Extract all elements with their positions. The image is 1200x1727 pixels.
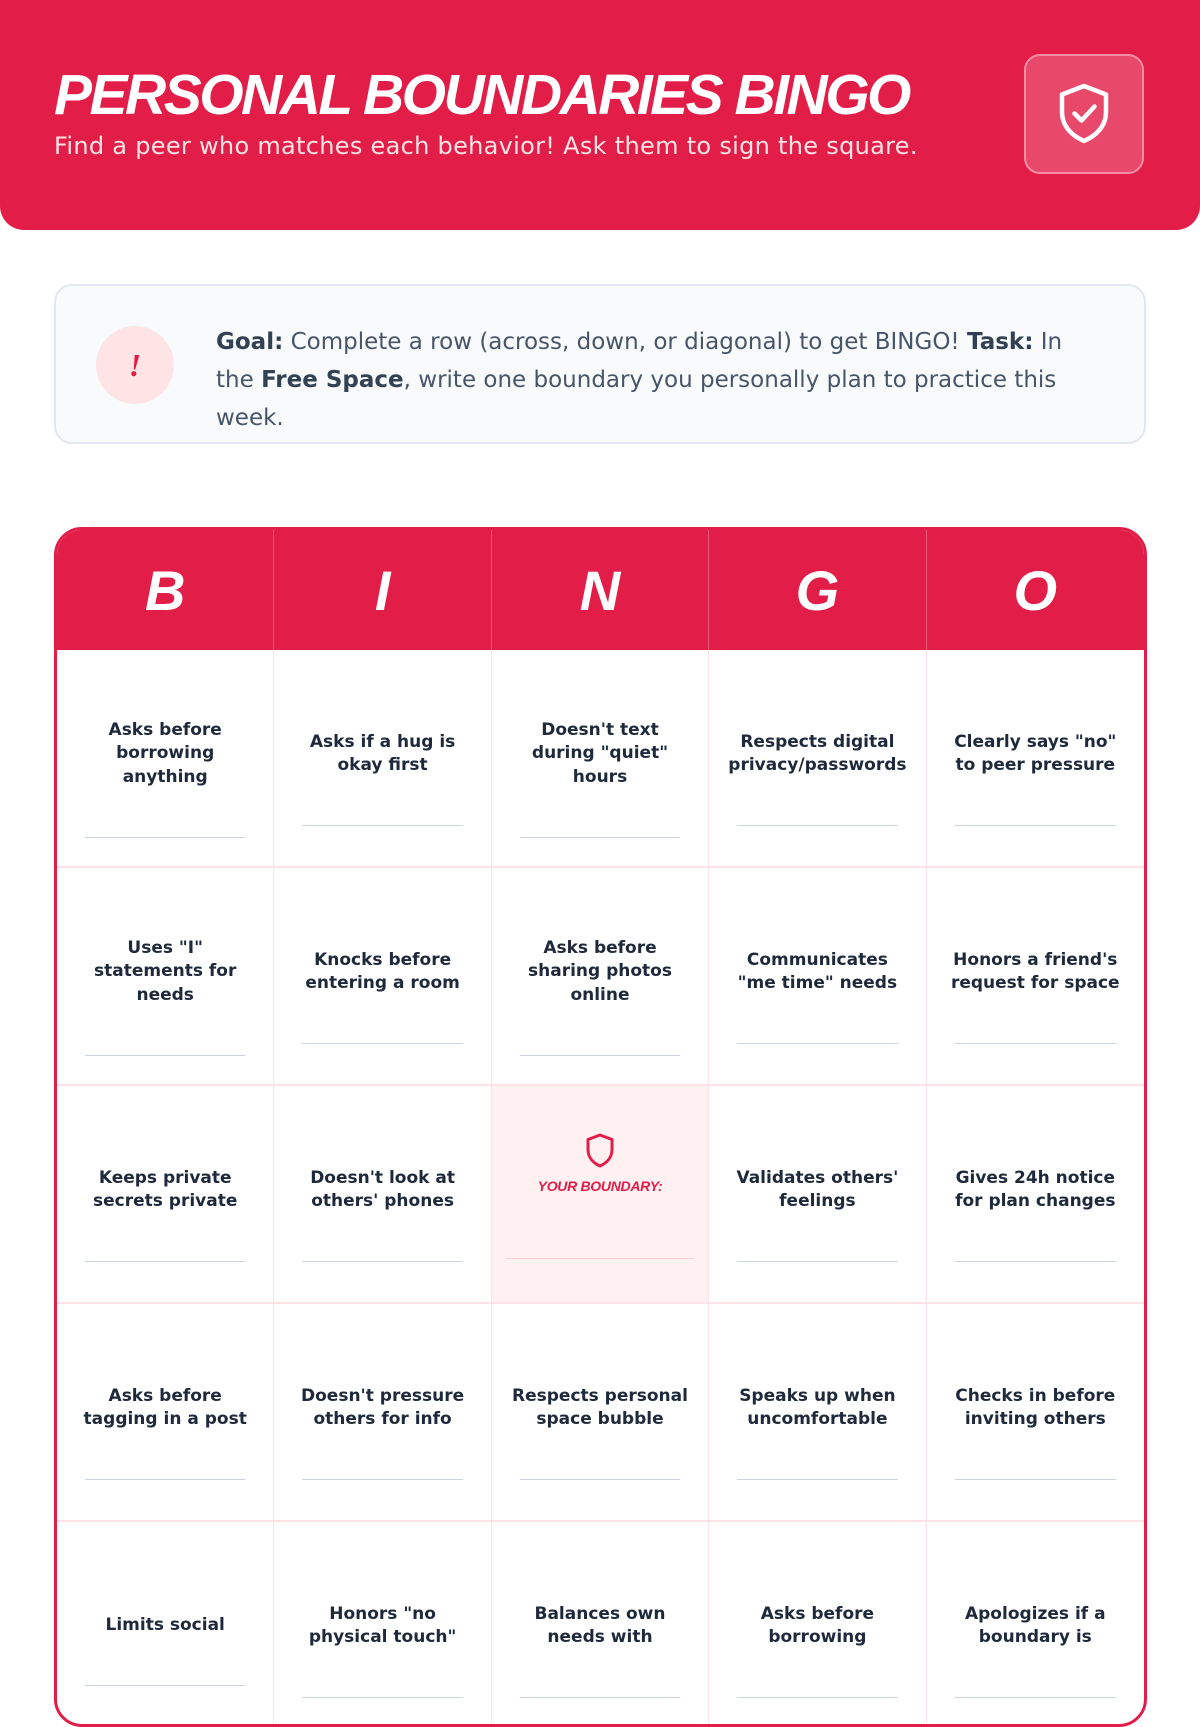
- bingo-square[interactable]: [927, 1522, 1144, 1727]
- bingo-square[interactable]: [274, 650, 491, 868]
- bingo-grid: [57, 650, 1144, 1727]
- bingo-square[interactable]: [927, 868, 1144, 1086]
- square-text: Doesn't look at others' phones: [310, 1167, 455, 1211]
- bingo-square[interactable]: [274, 1304, 491, 1522]
- bingo-square[interactable]: [57, 868, 274, 1086]
- signature-line: [737, 1043, 897, 1044]
- square-text: Validates others' feelings: [736, 1167, 899, 1211]
- square-text: Respects personal space bubble: [512, 1385, 688, 1429]
- goal-instructions: [216, 323, 1096, 437]
- square-text: Balances own needs with: [534, 1603, 666, 1647]
- signature-line: [737, 1697, 897, 1698]
- square-text: Asks if a hug is okay first: [309, 731, 456, 775]
- shield-icon: [584, 1132, 616, 1170]
- signature-line: [520, 1697, 680, 1698]
- square-text: Doesn't text during "quiet" hours: [531, 719, 669, 787]
- bingo-square[interactable]: [274, 868, 491, 1086]
- shield-badge: [1024, 54, 1144, 174]
- task-text: In the: [216, 329, 1063, 393]
- square-text: Apologizes if a boundary is: [964, 1603, 1106, 1647]
- signature-line: [520, 1479, 680, 1480]
- signature-line: [302, 1043, 462, 1044]
- free-space-content: [492, 1132, 708, 1194]
- signature-line: [302, 1261, 462, 1262]
- signature-line: [85, 1479, 245, 1480]
- square-text: Honors a friend's request for space: [950, 949, 1120, 993]
- free-space-label: Free Space: [261, 367, 404, 393]
- signature-line: [955, 1479, 1116, 1480]
- signature-line: [737, 825, 897, 826]
- square-text: Asks before borrowing: [760, 1603, 875, 1647]
- signature-line: [302, 1697, 462, 1698]
- goal-box: [54, 284, 1146, 444]
- signature-line: [85, 1055, 245, 1056]
- letter-n: N: [492, 530, 709, 650]
- square-text: Keeps private secrets private: [92, 1167, 238, 1211]
- square-text: Communicates "me time" needs: [737, 949, 898, 993]
- task-end: , write one boundary you personally plan to practice this week.: [216, 367, 1057, 431]
- bingo-square[interactable]: [709, 868, 926, 1086]
- bingo-letters: [57, 530, 1144, 650]
- goal-label: Goal:: [216, 329, 284, 355]
- bingo-square[interactable]: [492, 1522, 709, 1727]
- bingo-square[interactable]: [57, 1522, 274, 1727]
- bingo-square[interactable]: [709, 1304, 926, 1522]
- bingo-square[interactable]: [927, 1086, 1144, 1304]
- letter-g: G: [709, 530, 926, 650]
- bingo-square[interactable]: [709, 1086, 926, 1304]
- bingo-square[interactable]: [709, 650, 926, 868]
- signature-line: [955, 1043, 1116, 1044]
- bingo-square[interactable]: [492, 1304, 709, 1522]
- square-text: Asks before sharing photos online: [528, 937, 672, 1005]
- shield-check-icon: [1056, 82, 1112, 146]
- square-text: Clearly says "no" to peer pressure: [954, 731, 1117, 775]
- square-text: Knocks before entering a room: [305, 949, 460, 993]
- bingo-square[interactable]: [927, 650, 1144, 868]
- square-text: Asks before tagging in a post: [83, 1385, 247, 1429]
- bingo-square[interactable]: [927, 1304, 1144, 1522]
- signature-line: [85, 1685, 245, 1686]
- letter-b: B: [57, 530, 274, 650]
- signature-line: [302, 1479, 462, 1480]
- signature-line: [302, 825, 462, 826]
- letter-i: I: [274, 530, 491, 650]
- square-text: Uses "I" statements for needs: [94, 937, 237, 1005]
- signature-line: [955, 1697, 1116, 1698]
- square-text: Gives 24h notice for plan changes: [955, 1167, 1116, 1211]
- square-text: Doesn't pressure others for info: [301, 1385, 465, 1429]
- signature-line: [85, 1261, 245, 1262]
- signature-line: [520, 837, 680, 838]
- bingo-square[interactable]: [274, 1522, 491, 1727]
- bingo-square[interactable]: [57, 1086, 274, 1304]
- letter-o: O: [1013, 558, 1058, 622]
- page-title: PERSONAL BOUNDARIES BINGO: [54, 63, 909, 127]
- task-label: Task:: [966, 329, 1034, 355]
- square-text: Speaks up when uncomfortable: [739, 1385, 896, 1429]
- bingo-square[interactable]: [492, 868, 709, 1086]
- header: [0, 0, 1200, 230]
- signature-line: [955, 825, 1116, 826]
- signature-line: [737, 1261, 897, 1262]
- signature-line: [85, 837, 245, 838]
- bingo-square[interactable]: [274, 1086, 491, 1304]
- square-text: Respects digital privacy/passwords: [728, 731, 907, 775]
- signature-line: [737, 1479, 897, 1480]
- bingo-board: [54, 527, 1147, 1727]
- square-text: Checks in before inviting others: [955, 1385, 1116, 1429]
- bingo-square[interactable]: [709, 1522, 926, 1727]
- bingo-square[interactable]: [492, 650, 709, 868]
- signature-line: [520, 1055, 680, 1056]
- page-subtitle: Find a peer who matches each behavior! Ask them to sign the square.: [54, 132, 918, 160]
- bingo-square[interactable]: [57, 1304, 274, 1522]
- goal-text: Complete a row (across, down, or diagonal) to get BINGO!: [283, 329, 967, 355]
- free-space-label: YOUR BOUNDARY:: [537, 1178, 663, 1194]
- square-text: Asks before borrowing anything: [108, 719, 222, 787]
- free-space-square[interactable]: [492, 1086, 709, 1304]
- free-space-write-line[interactable]: [506, 1258, 694, 1259]
- signature-line: [955, 1261, 1116, 1262]
- square-text: Honors "no physical touch": [308, 1603, 457, 1647]
- square-text: Limits social: [105, 1615, 225, 1636]
- bingo-square[interactable]: [57, 650, 274, 868]
- exclamation-icon: !: [96, 326, 174, 404]
